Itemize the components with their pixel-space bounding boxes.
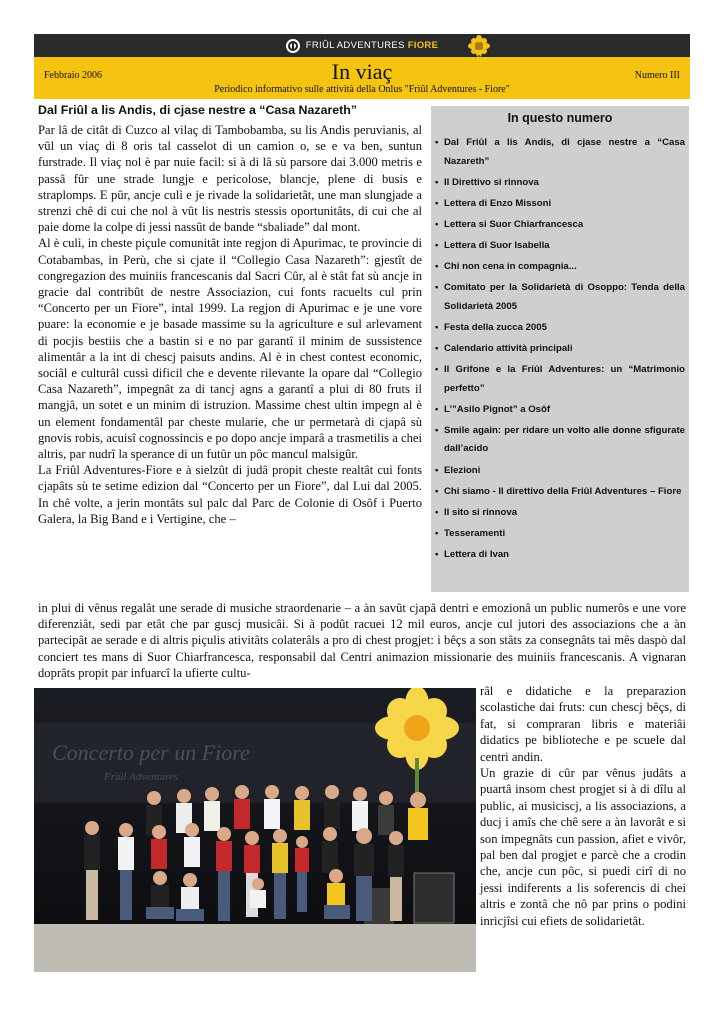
bullet-icon: • xyxy=(435,527,439,539)
table-of-contents xyxy=(431,106,689,592)
bullet-icon: • xyxy=(435,548,439,560)
issue-date: Febbraio 2006 xyxy=(44,70,103,81)
toc-item[interactable]: • Calendario attività principali xyxy=(435,340,685,359)
toc-item[interactable]: • Lettera si Suor Chiarfrancesca xyxy=(435,216,685,235)
bullet-icon: • xyxy=(435,282,439,294)
article-headline: Dal Friûl a lis Andis, di cjase nestre a “Casa Nazareth” xyxy=(38,103,358,117)
bullet-icon: • xyxy=(435,506,439,518)
toc-item[interactable]: • Elezioni xyxy=(435,462,685,481)
toc-list xyxy=(435,134,685,564)
masthead xyxy=(34,57,690,99)
article-paragraph-fullwidth: in plui di vênus regalât une serade di musiche straordenarie – a àn savût cjapâ dentri e emozionâ un public numerôs e une vore diferenziât, sedi par etât che par guscj musicâi. Si à podût racuei 12 mil euros, ancje cul jutori des associazions che a àn partecipât ae serade e di altris piçulis ativitâts colaterâls a pro di chest progjet: i bêçs a son stâts za consegnâts tai mês daspò dal conciert tes mans di Suor Chiarfrancesca, responsabil dal Centri animazion missionarie des muiniis francescanis. A vignaran doprâts propit par infuarcî la ufierte cultu- xyxy=(38,601,686,680)
article-column-right xyxy=(480,683,686,929)
article-paragraph: Par lâ de citât di Cuzco al vilaç di Tambobamba, su lis Andis peruvianis, al vûl un viaç di 8 oris tal casselot di un camion o, se e va ben, suntun furstrade. Il viaç nol è par nuie facil: si à di lâ sù parsore dai 3.000 metris e passâ fûr une strade lungje e pericolose, blancje, plene di busis e straplomps. E pûr, ancje culì e je rivade la solidarietât, une man slungjade a strenzi chê di cui che nol à vût lis nestris stessis oportunitâts, di cui che al paie dome la colpe di jessi nassût de bande “sbaliade” dal mont. xyxy=(38,123,422,235)
brand-name: FRIÛL ADVENTURES xyxy=(305,40,405,51)
brand-accent: FIORE xyxy=(407,40,439,51)
bullet-icon: • xyxy=(435,218,439,230)
concert-group-photo xyxy=(34,688,476,972)
photo-illustration xyxy=(34,688,476,972)
toc-item[interactable]: • Lettera di Ivan xyxy=(435,546,685,565)
bullet-icon: • xyxy=(435,176,439,188)
photo-banner-subtext: Friûl Adventures xyxy=(104,771,179,783)
toc-item[interactable]: • Dal Friûl a lis Andis, di cjase nestre a “Casa Nazareth” xyxy=(435,134,685,171)
toc-item[interactable]: • Il Direttivo si rinnova xyxy=(435,174,685,193)
bullet-icon: • xyxy=(435,239,439,251)
issue-number: Numero III xyxy=(634,70,680,81)
bullet-icon: • xyxy=(435,364,439,376)
photo-banner-text: Concerto per un Fiore xyxy=(52,740,250,765)
toc-item[interactable]: • Smile again: per ridare un volto alle donne sfigurate dall’acido xyxy=(435,422,685,459)
toc-item[interactable]: • L’”Asilo Pignot” a Osôf xyxy=(435,401,685,420)
association-logo-icon xyxy=(286,39,300,53)
toc-item[interactable]: • Lettera di Suor Isabella xyxy=(435,237,685,256)
toc-item[interactable]: • Chi siamo - Il direttivo della Friûl Adventures – Fiore xyxy=(435,483,685,502)
newsletter-title: In viaç xyxy=(331,59,393,84)
newsletter-subtitle: Periodico informativo sulle attività della Onlus "Friûl Adventures - Fiore" xyxy=(214,84,510,95)
bullet-icon: • xyxy=(435,197,439,209)
bullet-icon: • xyxy=(435,261,439,273)
toc-item[interactable]: • Comitato per la Solidarietà di Osoppo: Tenda della Solidarietà 2005 xyxy=(435,279,685,316)
bullet-icon: • xyxy=(435,424,439,436)
article-paragraph: Un grazie di cûr par vênus judâts a puartâ insom chest progjet si à di dîlu al public, ai musiciscj, a lis associazions, a ducj i amîs che chê sere a àn lavorât e si son impegnâts cun passion, afiet e vivôr, pal ben dal progjet e parcè che a crodin che, ancje cun pôc, si puedi cirî di no jessi indiferents a lis soferencis di chei altris e zontâ che nô par prins o podini inricjîsi cui efiets de solidarietât. xyxy=(480,766,686,928)
bullet-icon: • xyxy=(435,464,439,476)
toc-item[interactable]: • Il sito si rinnova xyxy=(435,504,685,523)
toc-item[interactable]: • Chi non cena in compagnia... xyxy=(435,258,685,277)
toc-item[interactable]: • Il Grifone e la Friûl Adventures: un “Matrimonio perfetto” xyxy=(435,361,685,398)
article-paragraph: râl e didatiche e la preparazion scolastiche dai fruts: cun chescj bêçs, di fat, si compraran libris e materiâi didatics pe biblioteche e pe scuele dal centri andin. xyxy=(480,684,686,764)
bullet-icon: • xyxy=(435,321,439,333)
toc-heading: In questo numero xyxy=(507,111,613,125)
article-paragraph: Al è culì, in cheste piçule comunitât inte regjon di Apurimac, te provincie di Cotabambas, in Perù, che si cjate il “Collegio Casa Nazareth”: gjestît de congregazion des muiniis francescanis dal Sacri Cûr, al è stât fat sù ancje in gracie dal contribût de nestre Associazion, cui fonts racuelts cul prin “Concerto per un Fiore”, intal 1999. La regjon di Apurimac e je une vore puare: la economie e je basade massime su la agriculture e sul arlevament di pocjis bestiis che a bastin si e no par garantî il minim de sussistence alimentâr a la int di chescj paisuts andins. Al è in chest contest economic, sociâl e culturâl cussì dificil che e devente rilevante la opare dal “Collegio Casa Nazareth”, impegnât za di tancj agns a garantî a plui di 80 fruts il mangjâ, un sotet e un minim di istruzion. Massime chest ultin impegn al è un element fondamentâl par cheste mularie, che ur permetarà di cjapâ sù gnovis robis, acuisî cognossincis e po dopo ancje imparâ a trasmetilis a chei altris, par nudrî la sperance di un futûr un pôc mancul malsigûr. xyxy=(38,236,422,462)
toc-item[interactable]: • Festa della zucca 2005 xyxy=(435,319,685,338)
article-column-left xyxy=(38,122,422,527)
bullet-icon: • xyxy=(435,403,439,415)
toc-item[interactable]: • Lettera di Enzo Missoni xyxy=(435,195,685,214)
bullet-icon: • xyxy=(435,342,439,354)
article-paragraph: La Friûl Adventures-Fiore e à sielzût di judâ propit cheste realtât cui fonts cjapâts sù te setime edizion dal “Concerto per un Fiore”, dal Lui dal 2005. In chê volte, a jerin montâts sul palc dal Parc de Colonie di Osôf i Puerto Galera, la Big Band e i Vertigine, che – xyxy=(38,463,422,526)
brand-bar xyxy=(34,34,690,57)
bullet-icon: • xyxy=(435,137,439,148)
toc-item[interactable]: • Tesseramenti xyxy=(435,525,685,544)
bullet-icon: • xyxy=(435,485,439,497)
